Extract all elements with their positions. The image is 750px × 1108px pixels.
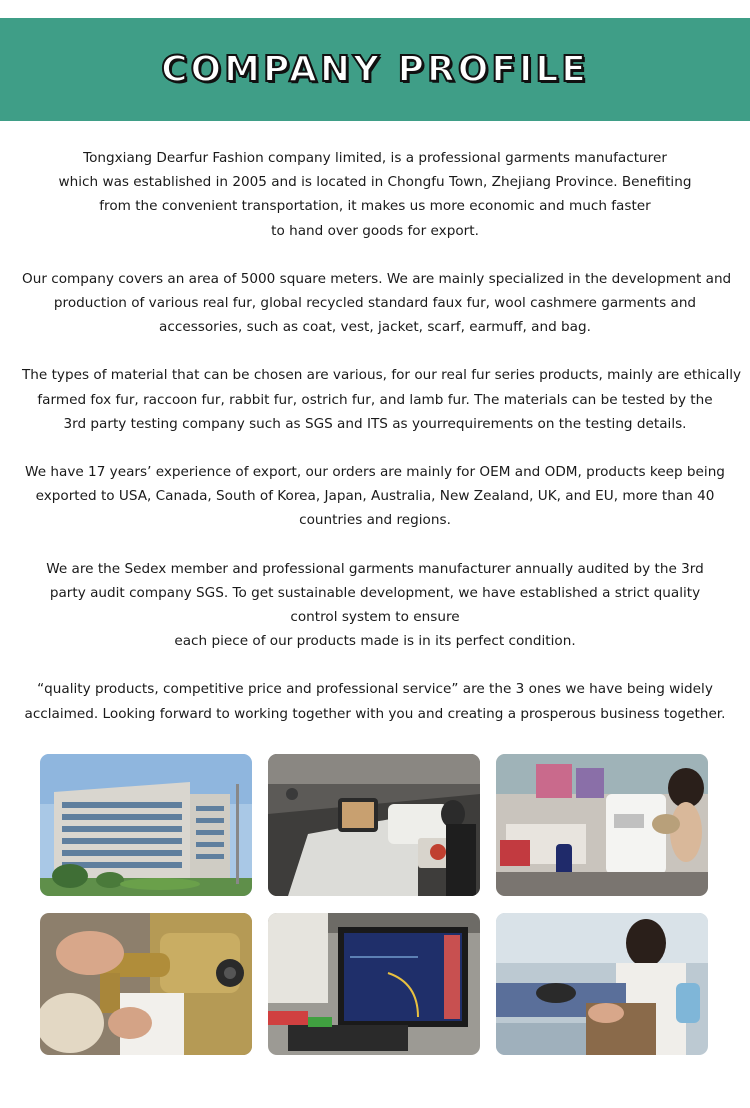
factory-building-photo [40, 754, 252, 896]
closing-paragraph [22, 677, 728, 725]
area-paragraph [22, 267, 732, 340]
text-line: control system to ensure [290, 609, 460, 626]
text-line: The types of material that can be chosen are various, for our real fur series products, mainly are ethically [22, 367, 742, 384]
intro-paragraph [22, 146, 728, 243]
materials-paragraph [22, 363, 742, 436]
text-line: each piece of our products made is in its perfect condition. [174, 633, 576, 650]
text-line: Our company covers an area of 5000 square meters. We are mainly specialized in the development and [22, 270, 732, 287]
text-line: Tongxiang Dearfur Fashion company limited, is a professional garments manufacturer [83, 150, 667, 166]
text-line: to hand over goods for export. [271, 222, 479, 239]
profile-text [22, 146, 742, 750]
text-line: which was established in 2005 and is located in Chongfu Town, Zhejiang Province. Benefiting [58, 174, 692, 191]
fur-sewing-machine-photo [40, 913, 252, 1055]
export-paragraph [22, 460, 728, 533]
page-title: COMPANY PROFILE [161, 49, 589, 90]
text-line: 3rd party testing company such as SGS and ITS as yourrequirements on the testing details. [63, 415, 687, 432]
audit-paragraph [22, 557, 728, 654]
text-line: party audit company SGS. To get sustainable development, we have established a strict quality [49, 584, 701, 601]
text-line: We are the Sedex member and professional garments manufacturer annually audited by the 3rd [46, 560, 704, 577]
text-line: farmed fox fur, raccoon fur, rabbit fur, ostrich fur, and lamb fur. The materials can be tested by the [37, 391, 713, 408]
text-line: production of various real fur, global recycled standard faux fur, wool cashmere garments and [53, 295, 697, 312]
text-line: exported to USA, Canada, South of Korea, Japan, Australia, New Zealand, UK, and EU, more than 40 [35, 488, 715, 505]
text-line: “quality products, competitive price and professional service” are the 3 ones we have being widely [37, 681, 713, 698]
garment-ironing-photo [496, 913, 708, 1055]
text-line: from the convenient transportation, it makes us more economic and much faster [99, 198, 651, 215]
fabric-cutting-machine-photo [268, 754, 480, 896]
text-line: acclaimed. Looking forward to working together with you and creating a prosperous business together. [24, 705, 726, 722]
pattern-design-computer-photo [268, 913, 480, 1055]
text-line: We have 17 years’ experience of export, our orders are mainly for OEM and ODM, products keep being [25, 464, 725, 481]
text-line: countries and regions. [299, 512, 451, 529]
text-line: accessories, such as coat, vest, jacket, scarf, earmuff, and bag. [159, 319, 591, 336]
sewing-workshop-photo [496, 754, 708, 896]
